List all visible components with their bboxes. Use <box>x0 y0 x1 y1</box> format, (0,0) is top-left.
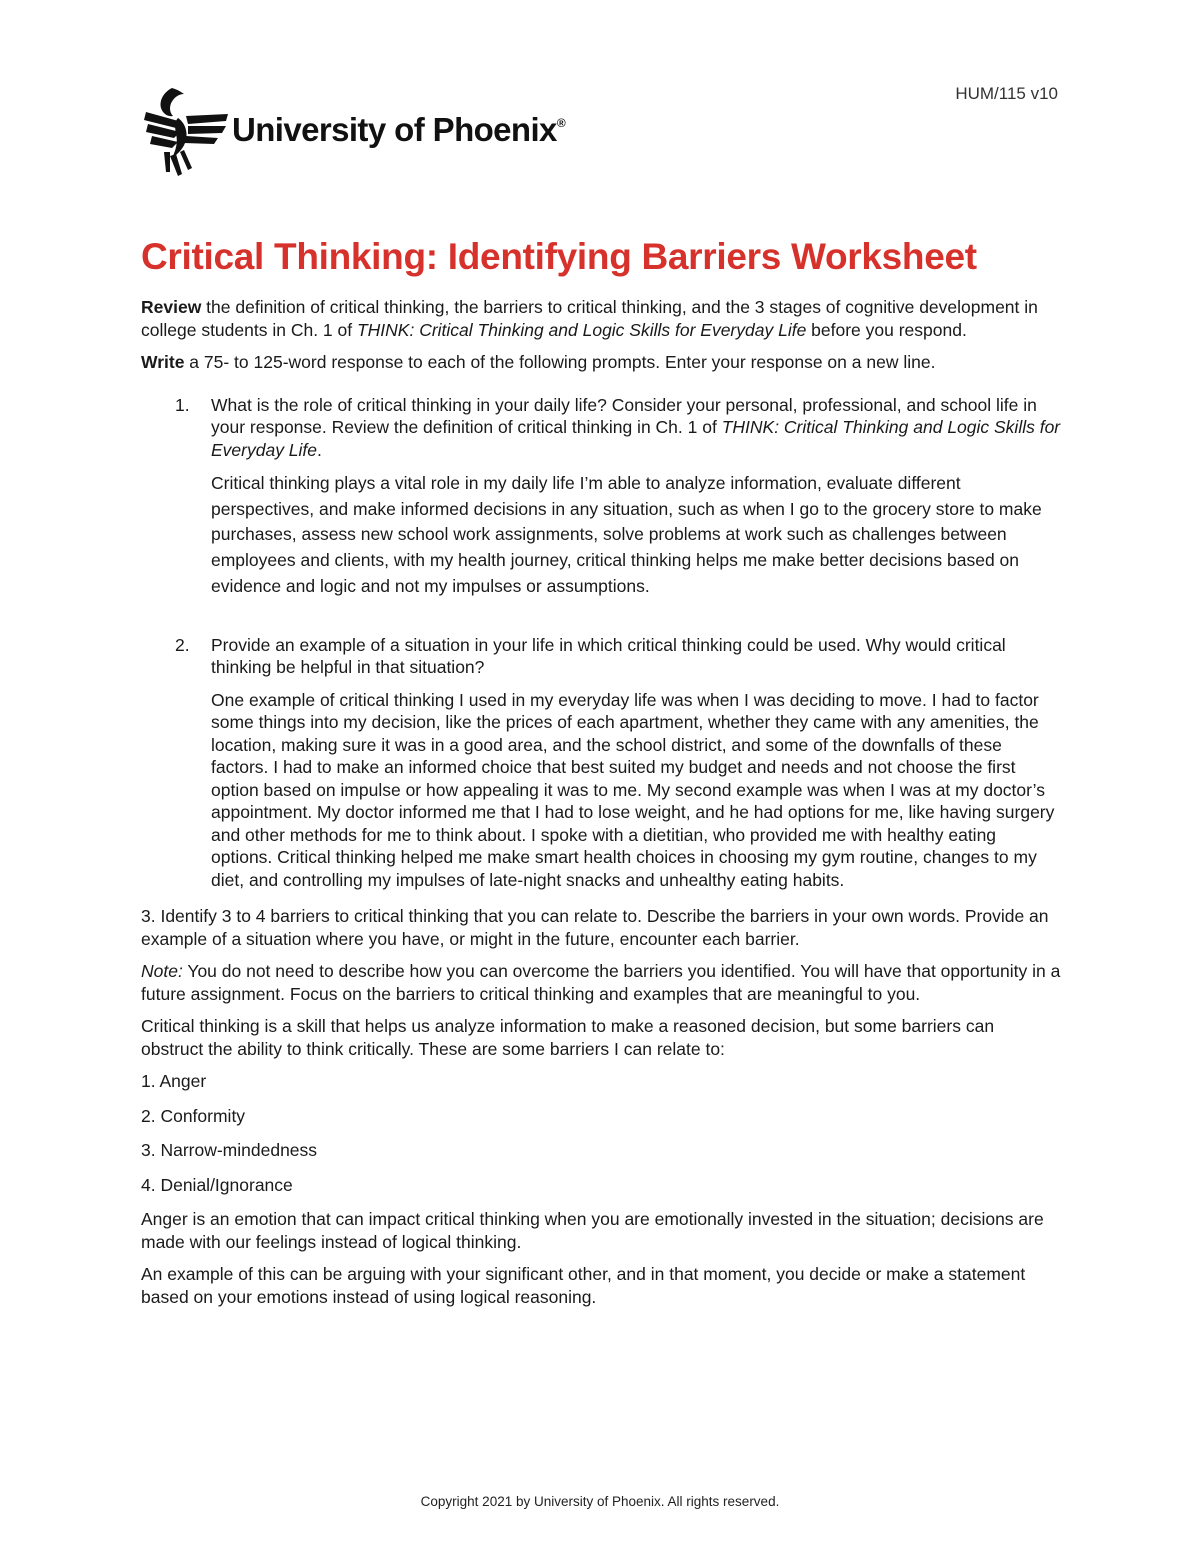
anger-description: Anger is an emotion that can impact critical thinking when you are emotionally invested in the situation; decisions are made with our feelings instead of logical thinking. <box>141 1209 1044 1252</box>
logo-wordmark: University of Phoenix® <box>232 111 566 148</box>
page-title: Critical Thinking: Identifying Barriers Worksheet <box>141 236 977 277</box>
barrier-item: 1. Anger <box>141 1071 207 1092</box>
barriers-intro: Critical thinking is a skill that helps us analyze information to make a reasoned decision, but some barriers can obstruct the ability to think critically. These are some barriers I can relate to: <box>141 1016 995 1059</box>
question-1: 1. What is the role of critical thinking in your daily life? Consider your personal, professional, and school life in your response. Review the definition of critical thinking in Ch. 1 of THINK: Critical Thinking and Logic Skills for Everyday Life. <box>175 394 1061 460</box>
question-2 <box>141 634 1061 679</box>
barrier-item: 3. Narrow-mindedness <box>141 1140 318 1161</box>
phoenix-icon <box>142 86 230 178</box>
question-1-text: What is the role of critical thinking in your daily life? Consider your personal, professional, and school life in your response. Review the definition of critical thinking in Ch. 1 of <box>211 394 1037 437</box>
question-1-book: THINK: Critical Thinking and Logic Skills for Everyday Life <box>211 417 1061 460</box>
spacer <box>141 610 1061 634</box>
question-2-number: 2. <box>175 634 190 655</box>
barrier-item: 4. Denial/Ignorance <box>141 1174 293 1195</box>
university-logo <box>142 86 566 178</box>
worksheet-content <box>141 296 1061 1318</box>
answer-1: Critical thinking plays a vital role in my daily life I’m able to analyze information, evaluate different perspectives, and make informed decisions in any situation, such as when I go to the grocery store to make purchases, assess new school work assignments, solve problems at work such as challenges between employees and clients, with my health journey, critical thinking helps me make better decisions based on evidence and logic and not my impulses or assumptions. <box>211 473 1042 596</box>
question-1-number: 1. <box>175 394 190 415</box>
copyright-footer: Copyright 2021 by University of Phoenix. All rights reserved. <box>420 1494 780 1509</box>
course-code: HUM/115 v10 <box>955 84 1058 103</box>
review-instruction: Review the definition of critical thinking, the barriers to critical thinking, and the 3 stages of cognitive development in college students in Ch. 1 of THINK: Critical Thinking and Logic Skills for Everyday Life before you respond. <box>141 297 1038 340</box>
answer-2: One example of critical thinking I used in my everyday life was when I was deciding to move. I had to factor some things into my decision, like the prices of each apartment, whether they came with any amenities, the location, making sure it was in a good area, and the school district, and some of the downfalls of these factors. I had to make an informed choice that best suited my budget and needs and not choose the first option based on impulse or how appealing it was to me. My second example was when I was at my doctor’s appointment. My doctor informed me that I had to lose weight, and he had options for me, like having surgery and other methods for me to think about. I spoke with a dietitian, who provided me with healthy eating options. Critical thinking helped me make smart health choices in choosing my gym routine, changes to my diet, and controlling my impulses of late-night snacks and unhealthy eating habits. <box>211 689 1055 890</box>
question-3: 3. Identify 3 to 4 barriers to critical thinking that you can relate to. Describe the barriers in your own words. Provide an example of a situation where you have, or might in the future, encounter each barrier. <box>141 906 1049 949</box>
registered-mark: ® <box>556 116 566 130</box>
question-2-text: Provide an example of a situation in your life in which critical thinking could be used. Why would critical thinking be helpful in that situation? <box>211 634 1006 678</box>
barrier-item: 2. Conformity <box>141 1105 246 1126</box>
question-3-note: Note: You do not need to describe how you can overcome the barriers you identified. You will have that opportunity in a future assignment. Focus on the barriers to critical thinking and examples that are meaningful to you. <box>141 961 1061 1004</box>
write-instruction: Write a 75- to 125-word response to each of the following prompts. Enter your response on a new line. <box>141 352 936 372</box>
anger-example: An example of this can be arguing with your significant other, and in that moment, you decide or make a statement based on your emotions instead of using logical reasoning. <box>141 1264 1026 1307</box>
